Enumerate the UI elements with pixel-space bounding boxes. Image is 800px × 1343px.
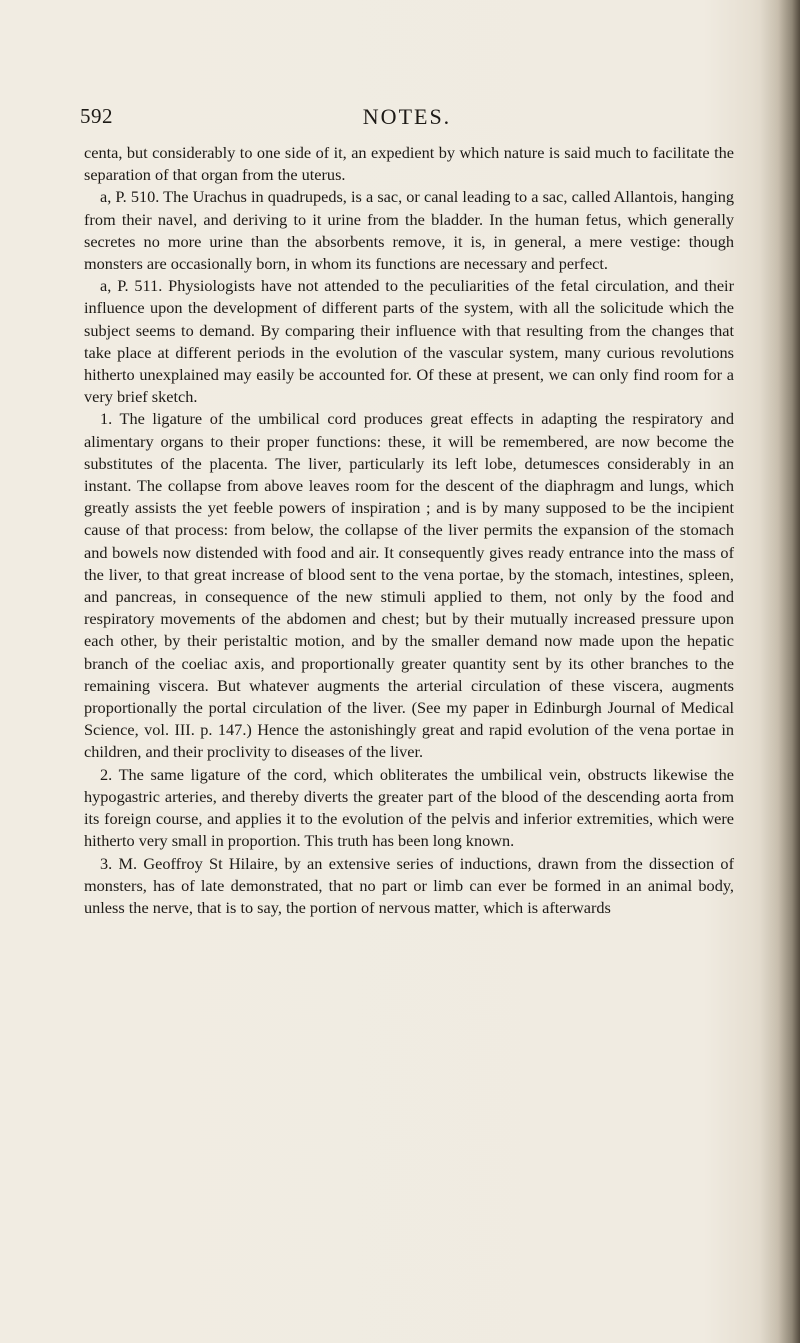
paragraph-note-p510: a, P. 510. The Urachus in quadrupeds, is a sac, or canal leading to a sac, called Allantois, hanging from their navel, and deriving to it urine from the bladder. In the human fetus, which generally secretes no more urine than the absorbents remove, it is, in general, a mere vestige: though monsters are occasionally born, in whom its functions are necessary and perfect. [84,187,734,274]
paragraph-point-3: 3. M. Geoffroy St Hilaire, by an extensive series of inductions, drawn from the dissection of monsters, has of late demonstrated, that no part or limb can ever be formed in an animal body, unless the nerve, that is to say, the portion of nervous matter, which is afterwards [84,853,734,917]
paragraph-point-2: 2. The same ligature of the cord, which obliterates the umbilical vein, obstructs likewise the hypogastric arteries, and thereby diverts the greater part of the blood of the descending aorta from its foreign course, and applies it to the evolution of the pelvis and inferior extremities, which were hitherto very small in proportion. This truth has been long known. [84,764,734,851]
paragraph-placenta-continuation: centa, but considerably to one side of it, an expedient by which nature is said much to facilitate the separation of that organ from the uterus. [84,143,734,185]
notes-body [84,142,734,919]
book-binding-edge [760,0,800,1343]
page-header [80,104,734,134]
running-head: NOTES. [362,104,452,129]
paragraph-point-1: 1. The ligature of the umbilical cord produces great effects in adapting the respiratory and alimentary organs to their proper functions: these, it will be remembered, are now become the substitutes of the placenta. The liver, particularly its left lobe, detumesces considerably in an instant. The collapse from above leaves room for the descent of the diaphragm and lungs, which greatly assists the yet feeble powers of inspiration ; and is by many supposed to be the incipient cause of that process: from below, the collapse of the liver permits the expansion of the stomach and bowels now distended with food and air. It consequently gives ready entrance into the mass of the liver, to that great increase of blood sent to the vena portae, by the stomach, intestines, spleen, and pancreas, in consequence of the new stimuli applied to them, not only by the food and respiratory movements of the abdomen and chest; but by their mutually increased pressure upon each other, by their peristaltic motion, and by the smaller demand now made upon the hepatic branch of the coeliac axis, and proportionally greater quantity sent by its other branches to the remaining viscera. But whatever augments the arterial circulation of these viscera, augments proportionally the portal circulation of the liver. (See my paper in Edinburgh Journal of Medical Science, vol. III. p. 147.) Hence the astonishingly great and rapid evolution of the vena portae in children, and their proclivity to diseases of the liver. [84,409,734,762]
page-number: 592 [80,104,113,128]
paragraph-note-p511: a, P. 511. Physiologists have not attended to the peculiarities of the fetal circulation, and their influence upon the development of different parts of the system, with all the solicitude which the subject seems to demand. By comparing their influence with that resulting from the changes that take place at different periods in the evolution of the vascular system, many curious revolutions hitherto unexplained may easily be accounted for. Of these at present, we can only find room for a very brief sketch. [84,276,734,407]
